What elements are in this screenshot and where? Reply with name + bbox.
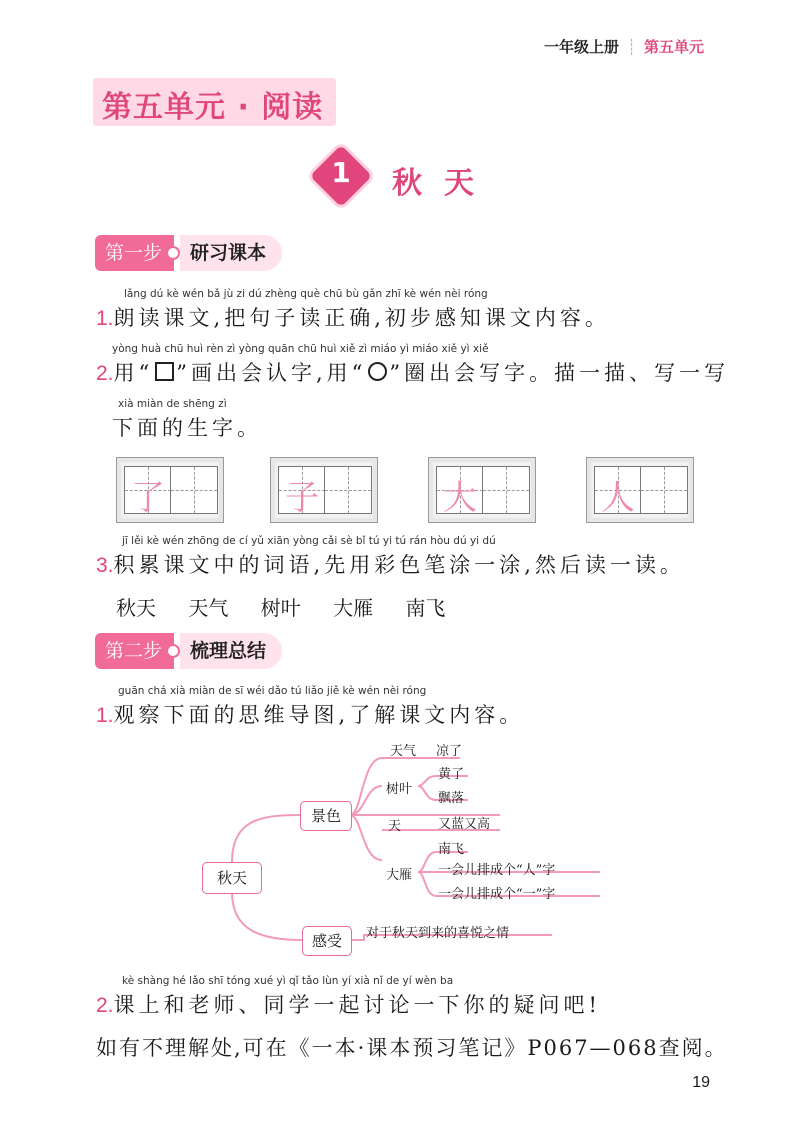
s1-q1-number: 1. (96, 307, 114, 330)
header-grade: 一年级上册 (543, 38, 619, 56)
word-item[interactable]: 树叶 (260, 596, 301, 620)
mindmap-geese: 大雁 (386, 868, 413, 883)
step2-label: 第二步 (95, 633, 174, 669)
word-item[interactable]: 南飞 (405, 596, 446, 620)
step2-name: 梳理总结 (180, 633, 282, 669)
mindmap-geese-c: 一会儿排成个“一”字 (438, 887, 556, 902)
s2-q1-sentence: 观察下面的思维导图,了解课文内容。 (113, 703, 525, 727)
mindmap-geese-b: 一会儿排成个“人”字 (438, 863, 556, 878)
mindmap-leaves-a: 黄了 (438, 767, 465, 782)
s2-q1-number: 1. (96, 704, 114, 727)
unit-banner-title: 第五单元 · 阅读 (102, 90, 324, 125)
mindmap-sky-value: 又蓝又高 (438, 817, 491, 832)
s1-q2-text2: 下面的生字。 (112, 416, 262, 440)
step1-dot-icon (166, 246, 180, 260)
mindmap-geese-a: 南飞 (438, 842, 465, 857)
s1-q3-number: 3. (96, 554, 114, 577)
mindmap-weather-value: 凉了 (436, 744, 463, 759)
mindmap-weather: 天气 (390, 744, 417, 759)
mindmap-scenery-node: 景色 (300, 801, 352, 831)
step1-name: 研习课本 (180, 235, 282, 271)
practice-char: 大 (443, 478, 477, 518)
page-number: 19 (692, 1074, 710, 1091)
step2-dot-icon (166, 644, 180, 658)
s1-q3-pinyin: jī lěi kè wén zhōng de cí yǔ xiān yòng cǎi sè bǐ tú yi tú rán hòu dú yi dú (122, 535, 496, 547)
s2-q2-text (96, 989, 601, 1019)
mindmap-leaves-b: 飘落 (438, 791, 465, 806)
s2-q2-number: 2. (96, 994, 114, 1017)
s2-q2-pinyin: kè shàng hé lǎo shī tóng xué yì qǐ tǎo lùn yí xià nǐ de yí wèn ba (122, 975, 454, 987)
step1-label: 第一步 (95, 235, 174, 271)
header-separator: ┊ (626, 37, 636, 56)
s1-q2-pinyin: yòng huà chū huì rèn zì yòng quān chū huì xiě zì miáo yì miáo xiě yì xiě (112, 343, 489, 355)
s1-q2-text-b: ”画出会认字,用“ (176, 361, 367, 385)
s1-q2-pinyin2: xià miàn de shēng zì (118, 398, 227, 410)
mindmap-sky: 天 (388, 819, 402, 834)
header-unit: 第五单元 (643, 38, 704, 56)
practice-char: 了 (131, 478, 165, 518)
lesson-number: 1 (331, 156, 351, 189)
lesson-title: 秋天 (392, 166, 496, 201)
word-item[interactable]: 大雁 (333, 596, 374, 620)
s1-q1-sentence: 朗读课文,把句子读正确,初步感知课文内容。 (113, 306, 610, 330)
s1-q2-number: 2. (96, 362, 114, 385)
mindmap-leaves: 树叶 (386, 782, 413, 797)
s1-q2-text-a: 用“ (113, 361, 154, 385)
practice-char: 子 (285, 478, 319, 518)
mindmap-root-node: 秋天 (202, 862, 262, 894)
mindmap-feeling-node: 感受 (302, 926, 352, 956)
word-item[interactable]: 秋天 (116, 596, 156, 620)
s1-q3-sentence: 积累课文中的词语,先用彩色笔涂一涂,然后读一读。 (113, 553, 685, 577)
s2-q1-pinyin: guān chá xià miàn de sī wéi dǎo tú liǎo jiě kè wén nèi róng (118, 685, 427, 697)
footnote: 如有不理解处,可在《一本·课本预习笔记》P067—068查阅。 (96, 1036, 728, 1060)
word-item[interactable]: 天气 (188, 596, 229, 620)
practice-char: 人 (601, 478, 635, 518)
mindmap-feeling-value: 对于秋天到来的喜悦之情 (366, 926, 510, 941)
s2-q2-sentence: 课上和老师、同学一起讨论一下你的疑问吧! (113, 993, 601, 1017)
s1-q2-text-c: ”圈出会写字。描一描、写一写 (389, 361, 730, 385)
s1-q1-pinyin: lǎng dú kè wén bǎ jù zi dú zhèng què chū bù gǎn zhī kè wén nèi róng (124, 288, 488, 300)
